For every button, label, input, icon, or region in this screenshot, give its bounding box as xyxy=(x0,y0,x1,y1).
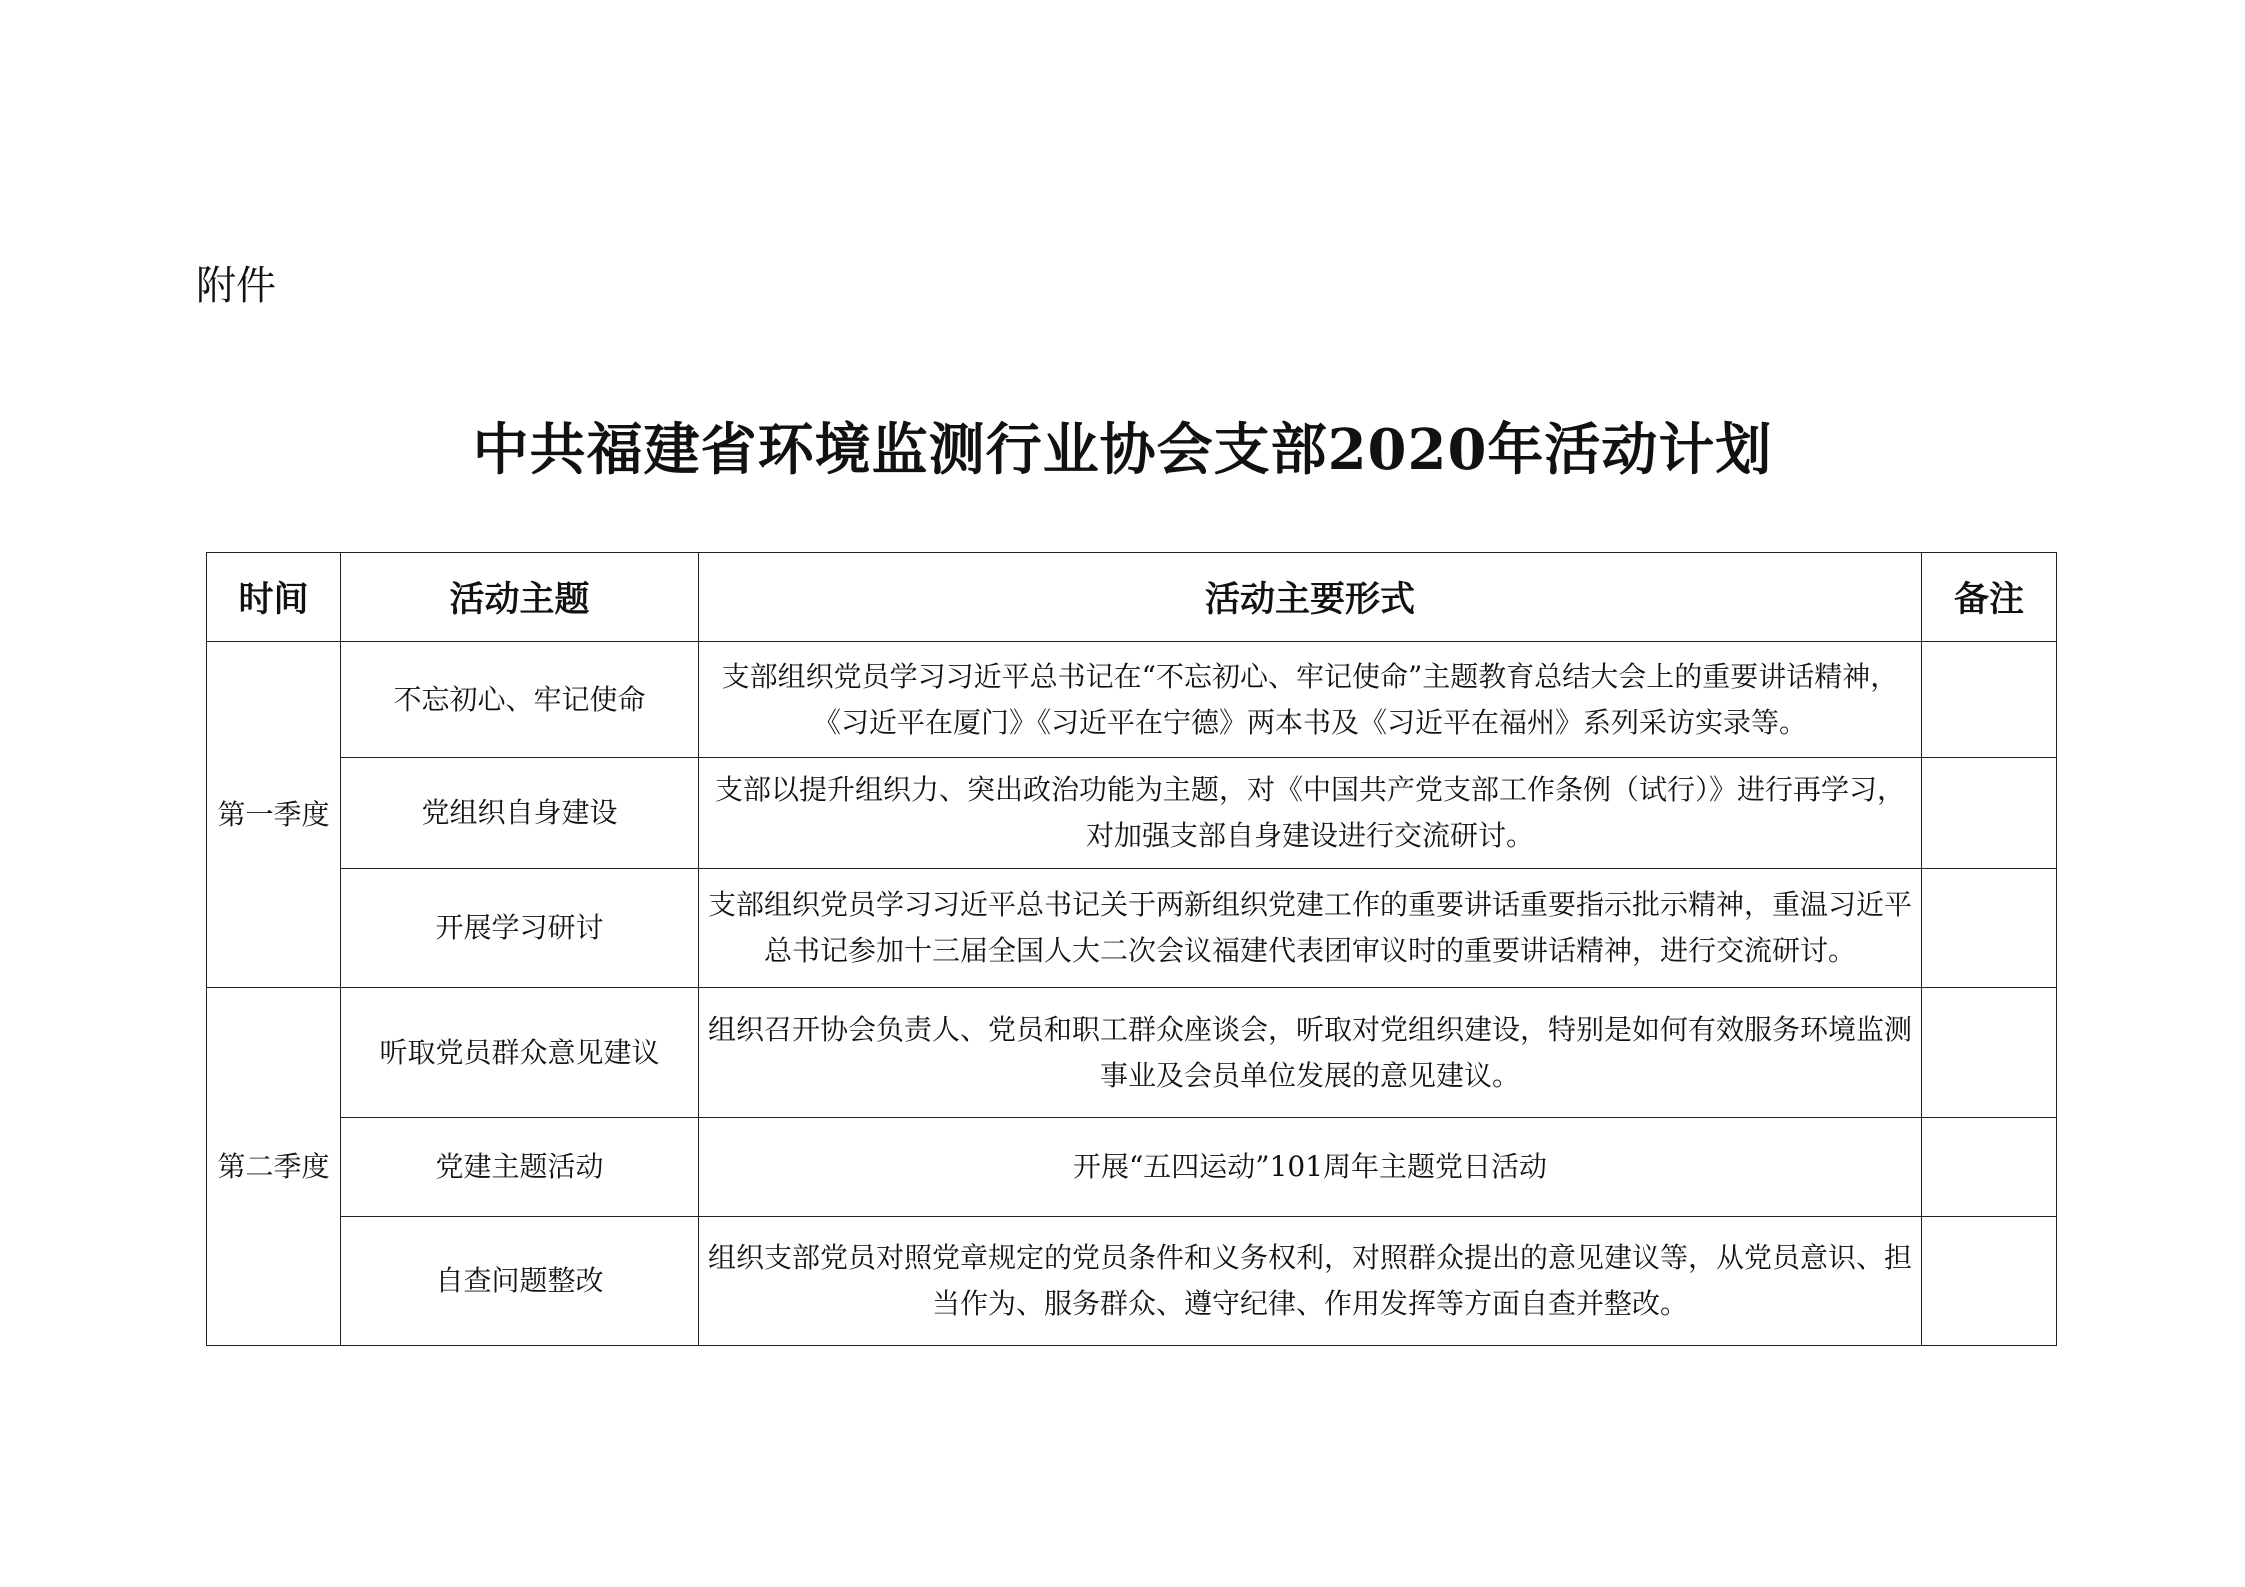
quarter-cell-q1: 第一季度 xyxy=(207,642,341,988)
theme-cell: 开展学习研讨 xyxy=(341,869,699,988)
form-cell: 支部组织党员学习习近平总书记在“不忘初心、牢记使命”主题教育总结大会上的重要讲话精神，《习近平在厦门》《习近平在宁德》两本书及《习近平在福州》系列采访实录等。 xyxy=(699,642,1922,758)
header-theme: 活动主题 xyxy=(341,553,699,642)
header-time: 时间 xyxy=(207,553,341,642)
table-header-row xyxy=(207,553,2057,642)
table-row xyxy=(207,758,2057,869)
table-row xyxy=(207,642,2057,758)
header-note: 备注 xyxy=(1922,553,2057,642)
note-cell xyxy=(1922,642,2057,758)
theme-cell: 党组织自身建设 xyxy=(341,758,699,869)
theme-cell: 自查问题整改 xyxy=(341,1217,699,1346)
quarter-cell-q2: 第二季度 xyxy=(207,988,341,1346)
table-row xyxy=(207,988,2057,1118)
note-cell xyxy=(1922,1118,2057,1217)
form-cell: 支部以提升组织力、突出政治功能为主题，对《中国共产党支部工作条例（试行）》进行再学习，对加强支部自身建设进行交流研讨。 xyxy=(699,758,1922,869)
note-cell xyxy=(1922,1217,2057,1346)
form-cell: 组织支部党员对照党章规定的党员条件和义务权利，对照群众提出的意见建议等，从党员意识、担当作为、服务群众、遵守纪律、作用发挥等方面自查并整改。 xyxy=(699,1217,1922,1346)
note-cell xyxy=(1922,869,2057,988)
theme-cell: 不忘初心、牢记使命 xyxy=(341,642,699,758)
form-cell: 组织召开协会负责人、党员和职工群众座谈会，听取对党组织建设，特别是如何有效服务环境监测事业及会员单位发展的意见建议。 xyxy=(699,988,1922,1118)
table-row xyxy=(207,1118,2057,1217)
header-form: 活动主要形式 xyxy=(699,553,1922,642)
table-row xyxy=(207,869,2057,988)
note-cell xyxy=(1922,988,2057,1118)
form-cell: 支部组织党员学习习近平总书记关于两新组织党建工作的重要讲话重要指示批示精神，重温习近平总书记参加十三届全国人大二次会议福建代表团审议时的重要讲话精神，进行交流研讨。 xyxy=(699,869,1922,988)
form-cell: 开展“五四运动”101周年主题党日活动 xyxy=(699,1118,1922,1217)
activity-plan-table xyxy=(206,552,2057,1346)
attachment-label: 附件 xyxy=(196,263,276,309)
page-title: 中共福建省环境监测行业协会支部2020年活动计划 xyxy=(472,417,1773,483)
table-row xyxy=(207,1217,2057,1346)
note-cell xyxy=(1922,758,2057,869)
theme-cell: 听取党员群众意见建议 xyxy=(341,988,699,1118)
theme-cell: 党建主题活动 xyxy=(341,1118,699,1217)
